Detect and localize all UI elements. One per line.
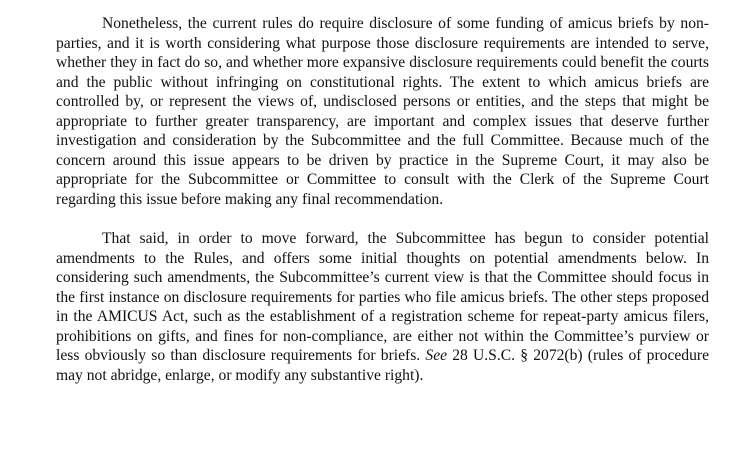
paragraph-disclosure-purpose bbox=[56, 14, 709, 209]
citation-signal: See bbox=[425, 347, 448, 364]
paragraph-text: Nonetheless, the current rules do require disclosure of some funding of amicus briefs by non-parties, and it is worth considering what purpose those disclosure requirements are intended to serve, whether they in fact do so, and whether more expansive disclosure requirements could benefit the courts and the public without infringing on constitutional rights. The extent to which amicus briefs are controlled by, or represent the views of, undisclosed persons or entities, and the steps that might be appropriate to further greater transparency, are important and complex issues that deserve further investigation and consideration by the Subcommittee and the full Committee. Because much of the concern around this issue appears to be driven by practice in the Supreme Court, it may also be appropriate for the Subcommittee or Committee to consult with the Clerk of the Supreme Court regarding this issue before making any final recommendation. bbox=[56, 15, 709, 208]
paragraph-text: That said, in order to move forward, the Subcommittee has begun to consider potential amendments to the Rules, and offers some initial thoughts on potential amendments below. In considering such amendments, the Subcommittee’s current view is that the Committee should focus in the first instance on disclosure requirements for parties who file amicus briefs. The other steps proposed in the AMICUS Act, such as the establishment of a registration scheme for repeat-party amicus filers, prohibitions on gifts, and fines for non-compliance, are either not within the Committee’s purview or less obviously so than disclosure requirements for briefs. bbox=[56, 230, 709, 364]
paragraph-proposed-amendments bbox=[56, 229, 709, 385]
document-page bbox=[56, 14, 709, 385]
statute-citation: 28 U.S.C. § 2072(b) (rules of procedure may not abridge, enlarge, or modify any substantive right). bbox=[56, 347, 709, 384]
